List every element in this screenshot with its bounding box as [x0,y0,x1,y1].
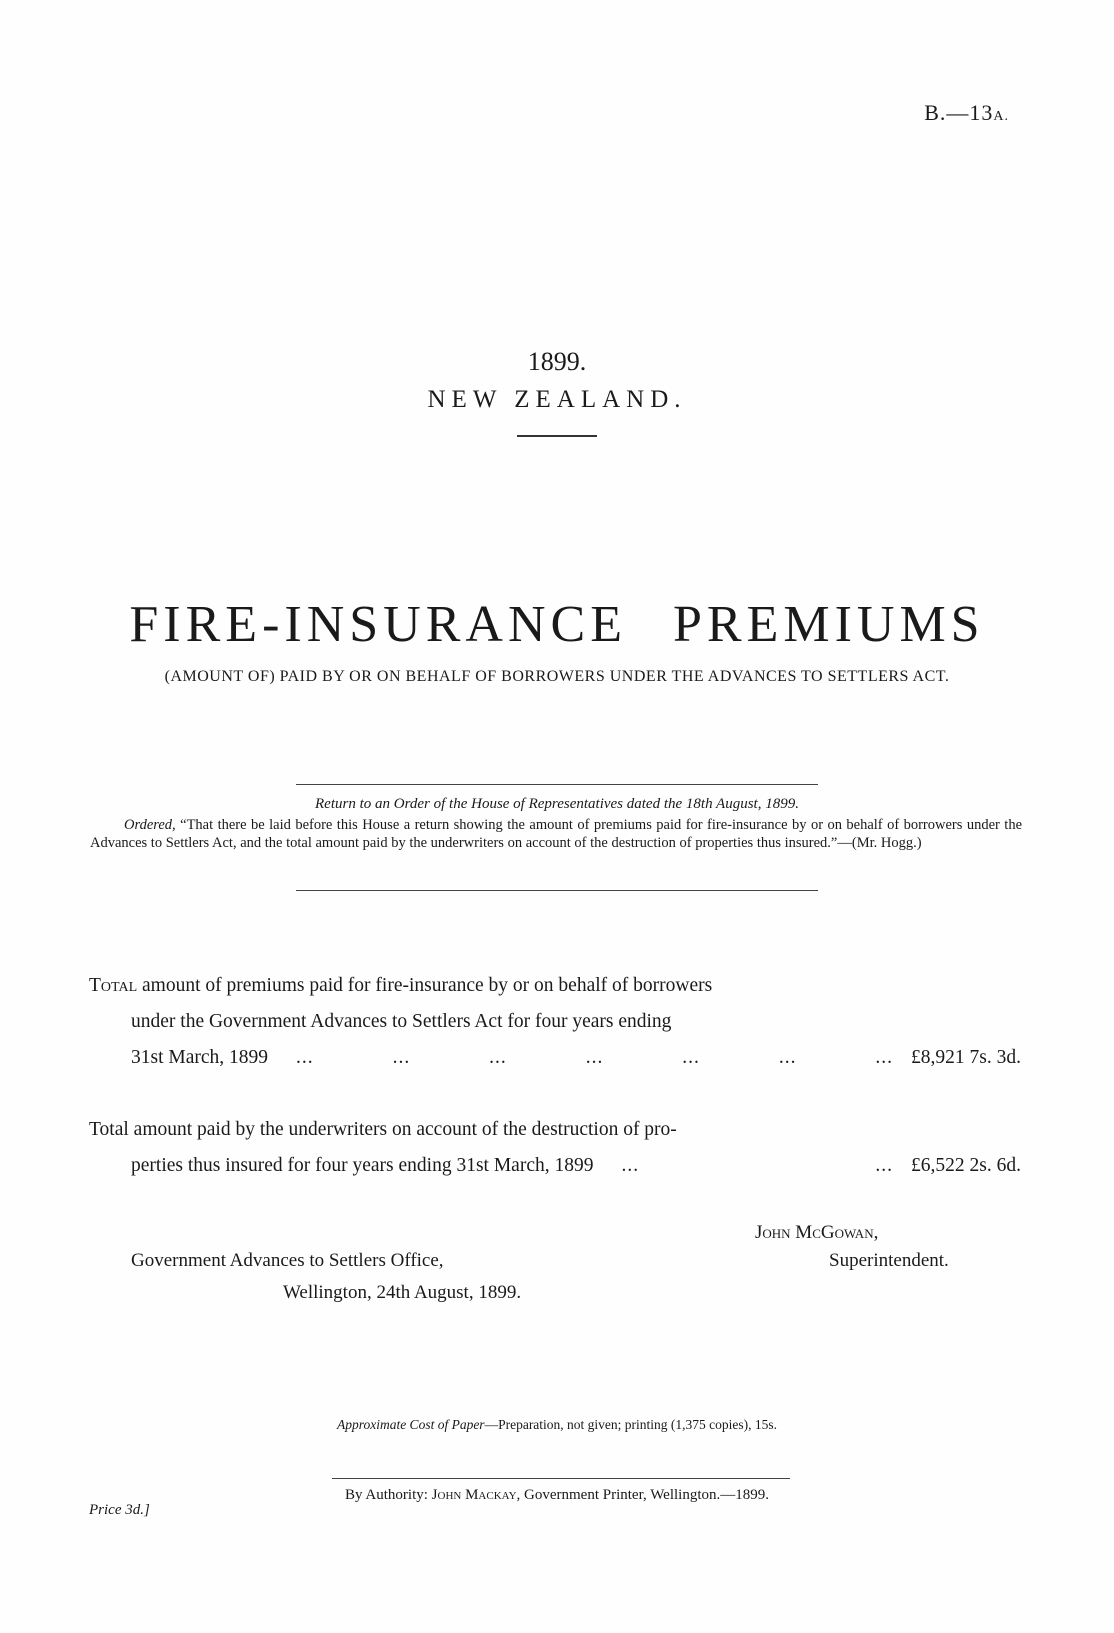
office-line-1: Government Advances to Settlers Office, [131,1250,444,1271]
cost-note [0,1417,1114,1433]
premiums-line-1-text: amount of premiums paid for fire-insurance by or on behalf of borrowers [137,975,713,996]
cost-text: —Preparation, not given; printing (1,375 copies), 15s. [484,1417,778,1432]
document-reference-main: B.—13 [924,100,994,125]
office-line-2: Wellington, 24th August, 1899. [283,1282,522,1303]
signatory-title: Superintendent. [829,1250,949,1271]
premiums-lead-word: Total [89,975,138,996]
document-reference [924,100,1009,126]
order-bottom-divider [296,890,818,891]
printer-name: John Mackay [431,1487,517,1503]
footer-divider [332,1478,790,1479]
order-top-divider [296,784,818,785]
premiums-amount: £8,921 7s. 3d. [911,1047,1021,1068]
premiums-line-3-text: 31st March, 1899 [131,1047,269,1068]
order-text [90,816,1022,852]
document-reference-suffix: A. [993,109,1009,124]
underwriters-line-2 [89,1148,1021,1184]
underwriters-amount: £6,522 2s. 6d. [911,1155,1021,1176]
price-note: Price 3d.] [89,1502,150,1518]
page-title: FIRE-INSURANCE PREMIUMS [129,596,985,653]
premiums-paragraph [89,968,1021,1076]
order-lead: Ordered, [124,817,176,833]
premiums-line-3 [89,1040,1021,1076]
leader-dots: ... ... [621,1155,894,1176]
underwriters-paragraph [89,1112,1021,1184]
premiums-line-1 [89,968,1021,1004]
header-divider [517,435,597,437]
signatory-name: John McGowan, [755,1222,879,1243]
authority-prefix: By Authority: [344,1487,432,1503]
country-heading: NEW ZEALAND. [427,386,687,413]
cost-label: Approximate Cost of Paper [336,1417,485,1432]
printer-authority [0,1487,1114,1504]
page-subtitle: (AMOUNT OF) PAID BY OR ON BEHALF OF BORROWERS UNDER THE ADVANCES TO SETTLERS ACT. [164,668,950,685]
year-heading: 1899. [527,347,587,376]
underwriters-line-2-text: perties thus insured for four years ending 31st March, 1899 [131,1155,594,1176]
underwriters-line-1: Total amount paid by the underwriters on account of the destruction of pro- [89,1119,677,1140]
order-body: “That there be laid before this House a return showing the amount of premiums paid for fire-insurance by or on behalf of borrowers under the Advances to Settlers Act, and the total amount paid by the underwriters on account of the destruction of properties thus insured.”—(Mr. Hogg.) [90,817,1023,851]
premiums-line-2: under the Government Advances to Settlers Act for four years ending [131,1011,672,1032]
return-order-line: Return to an Order of the House of Representatives dated the 18th August, 1899. [315,796,799,812]
leader-dots: ... ... ... ... ... ... ... [296,1047,894,1068]
authority-suffix: , Government Printer, Wellington.—1899. [516,1487,769,1503]
